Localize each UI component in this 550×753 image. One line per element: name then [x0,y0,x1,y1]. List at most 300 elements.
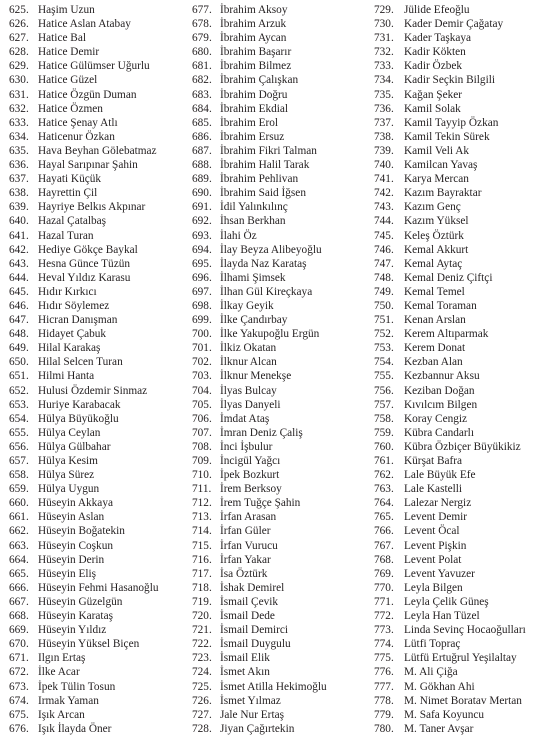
person-name: Leyla Çelik Güneş [404,595,489,608]
person-name: İrem Berksoy [220,483,282,496]
person-name: Işık Arcan [38,708,85,721]
entry-number: 743. [374,201,394,214]
person-name: Kemal Aytaç [404,257,463,270]
entry-number: 710. [192,469,212,482]
person-name: Hülya Büyükoğlu [38,412,119,425]
entry-number: 764. [374,497,394,510]
entry-number: 719. [192,595,212,608]
person-name: Ilgın Ertaş [38,652,86,665]
entry-number: 641. [9,229,29,242]
person-name: Hatice Aslan Atabay [38,18,131,31]
entry-number: 674. [9,694,29,707]
entry-number: 659. [9,483,29,496]
entry-number: 756. [374,384,394,397]
person-name: İlknur Alcan [220,356,277,369]
entry-number: 734. [374,74,394,87]
entry-number: 656. [9,440,29,453]
entry-number: 665. [9,567,29,580]
person-name: İhsan Berkhan [220,215,286,228]
person-name: İrem Tuğçe Şahin [220,497,301,510]
entry-number: 686. [192,130,212,143]
entry-number: 740. [374,159,394,172]
person-name: Lütfü Ertuğrul Yeşilaltay [404,652,517,665]
entry-number: 668. [9,610,29,623]
person-name: Levent Polat [404,553,462,566]
entry-number: 662. [9,525,29,538]
entry-number: 749. [374,285,394,298]
person-name: Işık İlayda Öner [38,722,112,735]
person-name: İlahi Öz [220,229,257,242]
person-name: Levent Yavuzer [404,567,475,580]
entry-number: 692. [192,215,212,228]
person-name: İbrahim Pehlivan [220,173,299,186]
entry-number: 729. [374,4,394,16]
person-name: İrfan Güler [220,525,271,538]
person-name: Keziban Doğan [404,384,475,397]
person-name: Hulusi Özdemir Sinmaz [38,384,148,397]
person-name: Hüseyin Eliş [38,567,97,580]
person-name: İrfan Arasan [220,511,277,524]
entry-number: 708. [192,440,212,453]
person-name: İmran Deniz Çaliş [220,426,303,439]
person-name: Kamil Tayyip Özkan [404,116,499,129]
entry-number: 664. [9,553,29,566]
person-name: İdil Yalınkılınç [220,201,288,214]
person-name: M. Gökhan Ahi [404,680,475,693]
entry-number: 640. [9,215,29,228]
person-name: İncigül Yağcı [220,455,281,467]
entry-number: 717. [192,567,212,580]
entry-number: 714. [192,525,212,538]
entry-number: 695. [192,257,212,270]
entry-number: 657. [9,455,29,467]
entry-number: 748. [374,271,394,284]
person-name: Kerem Altıparmak [404,328,489,341]
entry-number: 638. [9,187,29,200]
person-name: Hüseyin Fehmi Hasanoğlu [38,581,159,594]
entry-number: 742. [374,187,394,200]
entry-number: 762. [374,469,394,482]
person-name: Jale Nur Ertaş [220,708,284,721]
entry-number: 682. [192,74,212,87]
person-name: Hüseyin Aslan [38,511,105,524]
person-name: Hayal Sarıpınar Şahin [38,159,138,172]
person-name: Lalezar Nergiz [404,497,472,510]
person-name: Kürşat Bafra [404,455,463,467]
person-name: İbrahim Bilmez [220,60,292,73]
entry-number: 631. [9,88,29,101]
person-name: Hava Beyhan Gölebatmaz [38,144,157,157]
person-name: Hatice Demir [38,46,100,59]
entry-number: 654. [9,412,29,425]
entry-number: 698. [192,299,212,312]
entry-number: 626. [9,18,29,31]
person-name: Kadir Seçkin Bilgili [404,74,495,87]
person-name: Hülya Kesim [38,455,98,467]
entry-number: 721. [192,624,212,637]
entry-number: 646. [9,299,29,312]
entry-number: 760. [374,440,394,453]
entry-number: 670. [9,638,29,651]
person-name: Hüseyin Akkaya [38,497,113,510]
entry-number: 683. [192,88,212,101]
entry-number: 758. [374,412,394,425]
person-name: Hayriye Belkıs Akpınar [38,201,146,214]
entry-number: 765. [374,511,394,524]
person-name: Hatice Bal [38,32,86,45]
person-name: Hilal Selcen Turan [38,356,123,369]
person-name: Hülya Ceylan [38,426,101,439]
entry-number: 707. [192,426,212,439]
person-name: İbrahim Erol [220,116,279,129]
person-name: Kader Demir Çağatay [404,18,504,31]
person-name: İsmail Elik [220,652,270,665]
person-name: Hüseyin Boğatekin [38,525,125,538]
entry-number: 709. [192,455,212,467]
person-name: Kübra Özbiçer Büyükikiz [404,440,521,453]
entry-number: 751. [374,314,394,327]
entry-number: 745. [374,229,394,242]
person-name: M. Nimet Boratav Mertan [404,694,522,707]
person-name: İlyas Danyeli [220,398,281,411]
person-name: Heval Yıldız Karasu [38,271,131,284]
entry-number: 701. [192,342,212,355]
person-name: Kübra Candarlı [404,426,474,439]
entry-number: 694. [192,243,212,256]
person-name: Hıdır Söylemez [38,299,110,312]
entry-number: 642. [9,243,29,256]
person-name: Koray Cengiz [404,412,468,425]
entry-number: 706. [192,412,212,425]
person-name: Hayati Küçük [38,173,102,186]
entry-number: 667. [9,595,29,608]
person-name: Lale Kastelli [404,483,463,496]
person-name: Hediye Gökçe Baykal [38,243,138,256]
entry-number: 700. [192,328,212,341]
person-name: M. Safa Koyuncu [404,708,485,721]
person-name: Kemal Deniz Çiftçi [404,271,493,284]
person-name: İnci İşbulur [220,440,273,453]
person-name: Hülya Gülbahar [38,440,111,453]
entry-number: 775. [374,652,394,665]
person-name: İsmet Yılmaz [220,694,281,707]
person-name: Leyla Bilgen [404,581,463,594]
person-name: Kazım Yüksel [404,215,469,228]
entry-number: 679. [192,32,212,45]
person-name: Kamil Solak [404,102,461,115]
entry-number: 750. [374,299,394,312]
entry-number: 628. [9,46,29,59]
entry-number: 763. [374,483,394,496]
person-name: Hüseyin Derin [38,553,105,566]
entry-number: 680. [192,46,212,59]
entry-number: 713. [192,511,212,524]
person-name: İbrahim Çalışkan [220,74,299,87]
entry-number: 677. [192,4,212,16]
person-name: Hidayet Çabuk [38,328,107,341]
entry-number: 693. [192,229,212,242]
entry-number: 650. [9,356,29,369]
person-name: Kerem Donat [404,342,466,355]
entry-number: 746. [374,243,394,256]
person-name: Hazal Çatalbaş [38,215,107,228]
entry-number: 752. [374,328,394,341]
person-name: İbrahim Halil Tarak [220,159,310,172]
entry-number: 666. [9,581,29,594]
entry-number: 691. [192,201,212,214]
person-name: Hatice Özmen [38,102,103,115]
person-name: Kader Taşkaya [404,32,472,45]
person-name: Hatice Gülümser Uğurlu [38,60,150,73]
person-name: Hatice Özgün Duman [38,88,137,101]
entry-number: 675. [9,708,29,721]
person-name: İshak Demirel [220,581,285,594]
person-name: Kadir Kökten [404,46,466,59]
person-name: M. Ali Çiğa [404,666,458,679]
entry-number: 639. [9,201,29,214]
entry-number: 649. [9,342,29,355]
entry-number: 697. [192,285,212,298]
entry-number: 648. [9,328,29,341]
person-name: İsmet Atilla Hekimoğlu [220,680,327,693]
person-name: Kemal Akkurt [404,243,469,256]
entry-number: 653. [9,398,29,411]
person-name: Levent Demir [404,511,468,524]
entry-number: 755. [374,370,394,383]
person-name: Kenan Arslan [404,314,466,327]
entry-number: 715. [192,539,212,552]
person-name: Huriye Karabacak [38,398,121,411]
entry-number: 681. [192,60,212,73]
entry-number: 671. [9,652,29,665]
entry-number: 637. [9,173,29,186]
entry-number: 777. [374,680,394,693]
person-name: Hazal Turan [38,229,94,242]
entry-number: 658. [9,469,29,482]
entry-number: 711. [192,483,212,496]
person-name: Lütfi Topraç [404,638,461,651]
person-name: Irmak Yaman [38,694,99,707]
person-name: Hilal Karakaş [38,342,101,355]
person-name: İbrahim Başarır [220,46,292,59]
entry-number: 690. [192,187,212,200]
person-name: Hesna Günce Tüzün [38,257,131,270]
person-name: İlyas Bulcay [220,384,277,397]
entry-number: 627. [9,32,29,45]
entry-number: 778. [374,694,394,707]
entry-number: 655. [9,426,29,439]
entry-number: 702. [192,356,212,369]
entry-number: 766. [374,525,394,538]
entry-number: 712. [192,497,212,510]
entry-number: 761. [374,455,394,467]
person-name: Leyla Han Tüzel [404,610,480,623]
entry-number: 688. [192,159,212,172]
entry-number: 757. [374,398,394,411]
person-name: İsmet Akın [220,666,270,679]
entry-number: 776. [374,666,394,679]
entry-number: 678. [192,18,212,31]
person-name: Hatice Güzel [38,74,98,87]
person-name: İmdat Ataş [220,412,270,425]
person-name: Kamil Tekin Sürek [404,130,490,143]
entry-number: 747. [374,257,394,270]
entry-number: 663. [9,539,29,552]
person-name: Levent Pişkin [404,539,467,552]
person-name: İbrahim Aycan [220,32,287,45]
person-name: İrfan Vurucu [220,539,278,552]
person-name: İlke Yakupoğlu Ergün [220,328,320,341]
person-name: İbrahim Aksoy [220,4,288,16]
entry-number: 647. [9,314,29,327]
person-name: Kıvılcım Bilgen [404,398,478,411]
person-name: İsmail Demirci [220,624,289,637]
person-name: Hayrettin Çil [38,187,98,200]
entry-number: 773. [374,624,394,637]
person-name: İsa Öztürk [220,567,268,580]
entry-number: 730. [374,18,394,31]
entry-number: 725. [192,680,212,693]
entry-number: 718. [192,581,212,594]
entry-number: 643. [9,257,29,270]
entry-number: 772. [374,610,394,623]
person-name: İlhami Şimsek [220,271,286,284]
person-name: İlke Acar [38,666,80,679]
person-name: İsmail Çevik [220,595,279,608]
person-name: Hüseyin Yüksel Biçen [38,638,140,651]
entry-number: 770. [374,581,394,594]
entry-number: 689. [192,173,212,186]
entry-number: 699. [192,314,212,327]
entry-number: 754. [374,356,394,369]
entry-number: 660. [9,497,29,510]
entry-number: 732. [374,46,394,59]
entry-number: 684. [192,102,212,115]
person-name: Karya Mercan [404,173,469,186]
entry-number: 779. [374,708,394,721]
entry-number: 635. [9,144,29,157]
entry-number: 724. [192,666,212,679]
entry-number: 739. [374,144,394,157]
person-name: İlayda Naz Karataş [220,257,307,270]
person-name: Kazım Bayraktar [404,187,482,200]
entry-number: 769. [374,567,394,580]
entry-number: 733. [374,60,394,73]
person-name: Hülya Uygun [38,483,100,496]
person-name: Hicran Danışman [38,314,118,327]
person-name: İbrahim Doğru [220,88,288,101]
person-name: Kezbannur Aksu [404,370,480,383]
entry-number: 673. [9,680,29,693]
person-name: Kezban Alan [404,356,463,369]
entry-number: 720. [192,610,212,623]
person-name: İbrahim Ekdial [220,102,289,115]
person-name: Haticenur Özkan [38,130,115,143]
entry-number: 741. [374,173,394,186]
entry-number: 722. [192,638,212,651]
person-name: Kadir Özbek [404,60,463,73]
entry-number: 735. [374,88,394,101]
entry-number: 630. [9,74,29,87]
entry-number: 768. [374,553,394,566]
person-name: İlknur Menekşe [220,370,292,383]
person-name: İbrahim Said İğsen [220,187,306,200]
entry-number: 676. [9,722,29,735]
entry-number: 625. [9,4,29,16]
entry-number: 727. [192,708,212,721]
person-name: Hilmi Hanta [38,370,95,383]
entry-number: 726. [192,694,212,707]
entry-number: 633. [9,116,29,129]
person-name: İrfan Yakar [220,553,271,566]
person-name: İsmail Duygulu [220,638,291,651]
entry-number: 759. [374,426,394,439]
entry-number: 737. [374,116,394,129]
person-name: Kemal Toraman [404,299,477,312]
entry-number: 685. [192,116,212,129]
entry-number: 716. [192,553,212,566]
person-name: İbrahim Fikri Talman [220,144,317,157]
person-name: İpek Tülin Tosun [38,680,116,693]
entry-number: 731. [374,32,394,45]
entry-number: 774. [374,638,394,651]
person-name: Kamil Veli Ak [404,144,470,157]
person-name: İpek Bozkurt [220,469,280,482]
person-name: İlkay Geyik [220,299,274,312]
person-name: Linda Sevinç Hocaoğulları [404,624,526,637]
person-name: Hülya Sürez [38,469,95,482]
entry-number: 744. [374,215,394,228]
entry-number: 645. [9,285,29,298]
person-name: İlke Çandırbay [220,314,288,327]
person-name: Kemal Temel [404,285,465,298]
entry-number: 738. [374,130,394,143]
entry-number: 652. [9,384,29,397]
person-name: İbrahim Arzuk [220,18,287,31]
person-name: Hüseyin Coşkun [38,539,114,552]
entry-number: 687. [192,144,212,157]
person-name: Keleş Öztürk [404,229,464,242]
person-name: İlhan Gül Kireçkaya [220,285,313,298]
entry-number: 704. [192,384,212,397]
entry-number: 632. [9,102,29,115]
entry-number: 661. [9,511,29,524]
person-name: Hıdır Kırkıcı [38,285,97,298]
person-name: Haşim Uzun [38,4,95,16]
person-name: Lale Büyük Efe [404,469,476,482]
person-name: Jiyan Çağırtekin [220,722,295,735]
entry-number: 644. [9,271,29,284]
entry-number: 767. [374,539,394,552]
entry-number: 771. [374,595,394,608]
entry-number: 636. [9,159,29,172]
person-name: İlay Beyza Alibeyoğlu [220,243,322,256]
entry-number: 780. [374,722,394,735]
person-name: İbrahim Ersuz [220,130,285,143]
entry-number: 669. [9,624,29,637]
person-name: İsmail Dede [220,610,275,623]
person-name: Levent Öcal [404,525,460,538]
person-name: Hüseyin Yıldız [38,624,107,637]
person-name: Kazım Genç [404,201,461,214]
entry-number: 634. [9,130,29,143]
entry-number: 696. [192,271,212,284]
entry-number: 705. [192,398,212,411]
person-name: Hüseyin Güzelgün [38,595,123,608]
person-name: Kamilcan Yavaş [404,159,478,172]
person-name: İlkiz Okatan [220,342,277,355]
entry-number: 651. [9,370,29,383]
